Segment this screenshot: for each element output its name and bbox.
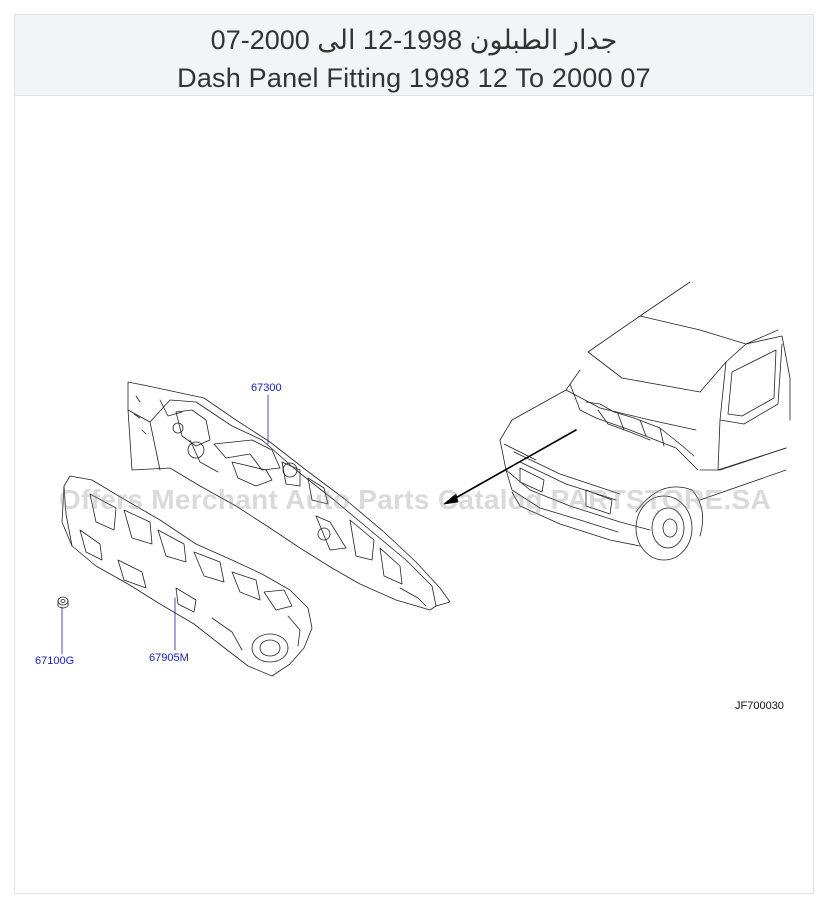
page-title-english: Dash Panel Fitting 1998 12 To 2000 07 xyxy=(177,63,651,93)
page-title-arabic: جدار الطبلون 1998-12 الى 2000-07 xyxy=(210,25,618,55)
callout-67905m[interactable]: 67905M xyxy=(149,652,189,664)
leader-lines xyxy=(62,395,268,654)
watermark: Offers Merchant Auto Parts Catalog PARTSTORE.SA xyxy=(58,484,772,515)
clip-part[interactable] xyxy=(58,597,68,608)
callout-67100g[interactable]: 67100G xyxy=(35,655,75,667)
vehicle-illustration xyxy=(500,282,790,560)
diagram-reference-code: JF700030 xyxy=(735,700,784,712)
callout-67300[interactable]: 67300 xyxy=(251,382,282,394)
